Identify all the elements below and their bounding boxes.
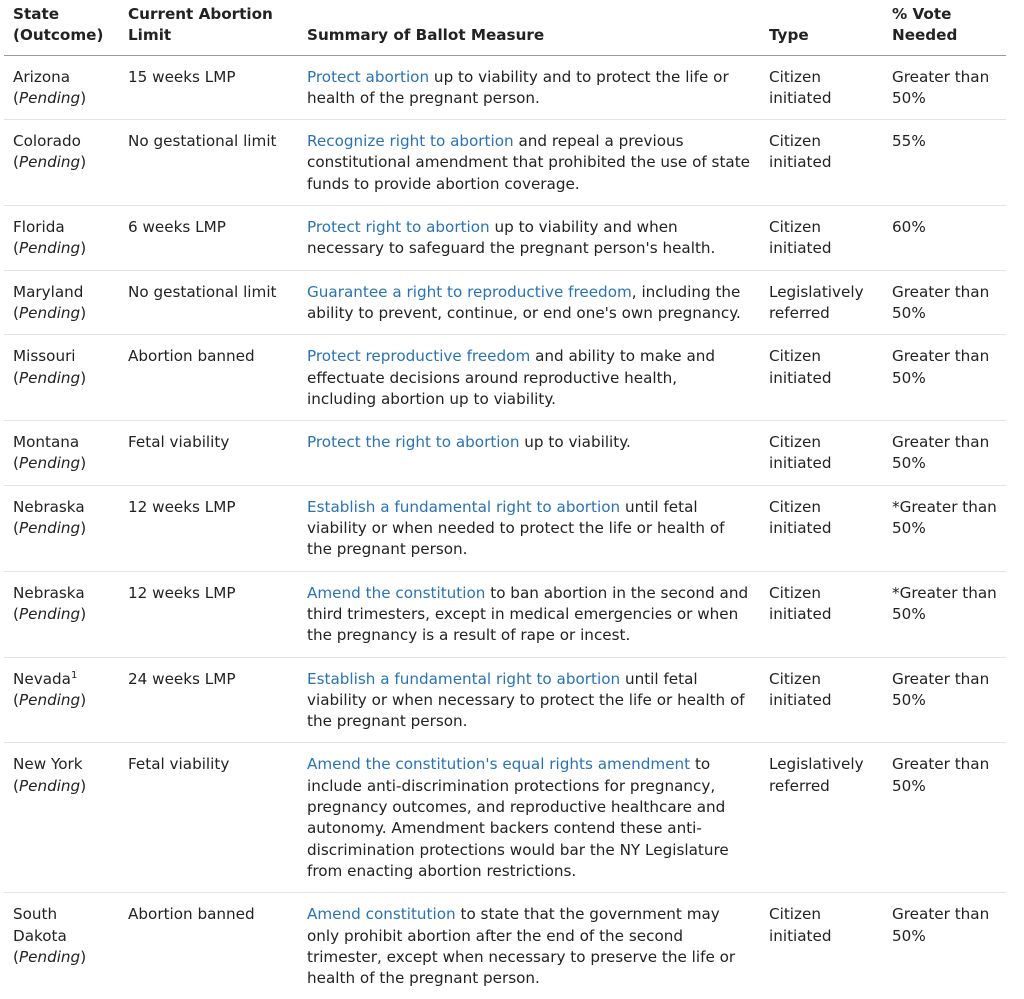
state-cell: Arizona (Pending) (4, 55, 119, 120)
outcome-status: Pending (18, 776, 81, 795)
vote-needed-cell: *Greater than 50% (883, 485, 1006, 571)
type-cell: Citizen initiated (760, 55, 883, 120)
type-cell: Legislatively referred (760, 743, 883, 893)
vote-needed-cell: *Greater than 50% (883, 571, 1006, 657)
measure-link[interactable]: Recognize right to abortion (307, 132, 514, 151)
summary-cell (298, 571, 760, 657)
state-cell: Montana (Pending) (4, 421, 119, 486)
type-cell: Citizen initiated (760, 421, 883, 486)
table-row (4, 421, 1006, 486)
measure-link[interactable]: Amend the constitution (307, 583, 486, 602)
table-row (4, 206, 1006, 271)
summary-text: and ability to make and effectuate decisions around reproductive health, including abortion up to viability. (307, 347, 716, 408)
outcome-status: Pending (18, 88, 81, 107)
vote-needed-cell: 60% (883, 206, 1006, 271)
summary-text: and repeal a previous constitutional amendment that prohibited the use of state funds to provide abortion coverage. (307, 132, 751, 193)
state-name: South Dakota (13, 905, 67, 945)
outcome-status: Pending (18, 153, 81, 172)
summary-text: up to viability and when necessary to safeguard the pregnant person's health. (307, 218, 716, 258)
current-limit-cell: 15 weeks LMP (119, 55, 298, 120)
state-name: Maryland (13, 282, 84, 301)
measure-link[interactable]: Establish a fundamental right to abortion (307, 669, 621, 688)
table-row (4, 743, 1006, 893)
measure-link[interactable]: Amend constitution (307, 905, 456, 924)
outcome-status: Pending (18, 519, 81, 538)
current-limit-cell: No gestational limit (119, 270, 298, 335)
vote-needed-cell: Greater than 50% (883, 657, 1006, 743)
type-cell: Citizen initiated (760, 485, 883, 571)
table-header-row (4, 0, 1006, 55)
current-limit-cell: 24 weeks LMP (119, 657, 298, 743)
state-name: Nevada (13, 669, 71, 688)
outcome-status: Pending (18, 239, 81, 258)
summary-cell (298, 421, 760, 486)
summary-text: , including the ability to prevent, continue, or end one's own pregnancy. (307, 282, 741, 322)
outcome-status: Pending (18, 690, 81, 709)
table-row (4, 571, 1006, 657)
current-limit-cell: 12 weeks LMP (119, 571, 298, 657)
header-current-limit: Current Abortion Limit (119, 0, 298, 55)
summary-cell (298, 206, 760, 271)
outcome-status: Pending (18, 368, 81, 387)
table-row (4, 335, 1006, 421)
summary-cell (298, 893, 760, 999)
measure-link[interactable]: Amend the constitution's equal rights amendment (307, 755, 691, 774)
outcome-status: Pending (18, 454, 81, 473)
summary-text: to state that the government may only prohibit abortion after the end of the second trimester, except when necessary to preserve the life or health of the pregnant person. (307, 905, 736, 988)
current-limit-cell: Fetal viability (119, 743, 298, 893)
table-row (4, 270, 1006, 335)
current-limit-cell: Fetal viability (119, 421, 298, 486)
measure-link[interactable]: Protect the right to abortion (307, 433, 520, 452)
summary-cell (298, 743, 760, 893)
state-name: Missouri (13, 347, 76, 366)
table-row (4, 120, 1006, 206)
state-cell: Colorado (Pending) (4, 120, 119, 206)
summary-text: until fetal viability or when needed to protect the life or health of the pregnant person. (307, 497, 725, 559)
summary-text: up to viability and to protect the life or health of the pregnant person. (307, 67, 729, 107)
state-name: Arizona (13, 67, 71, 86)
summary-text: until fetal viability or when necessary to protect the life or health of the pregnant person. (307, 669, 745, 731)
type-cell: Citizen initiated (760, 571, 883, 657)
state-name: Nebraska (13, 497, 85, 516)
current-limit-cell: 12 weeks LMP (119, 485, 298, 571)
measure-link[interactable]: Protect abortion (307, 67, 430, 86)
vote-needed-cell: Greater than 50% (883, 270, 1006, 335)
summary-cell (298, 485, 760, 571)
current-limit-cell: 6 weeks LMP (119, 206, 298, 271)
state-name: Colorado (13, 132, 81, 151)
header-state: State (Outcome) (4, 0, 119, 55)
current-limit-cell: Abortion banned (119, 335, 298, 421)
state-name: New York (13, 755, 83, 774)
outcome-status: Pending (18, 303, 81, 322)
summary-cell (298, 335, 760, 421)
vote-needed-cell: Greater than 50% (883, 743, 1006, 893)
current-limit-cell: Abortion banned (128, 905, 255, 924)
outcome-status: Pending (18, 947, 81, 966)
state-name: Montana (13, 433, 80, 452)
type-cell: Citizen initiated (760, 657, 883, 743)
state-name: Florida (13, 218, 65, 237)
table-body (4, 55, 1006, 999)
type-cell: Citizen initiated (760, 120, 883, 206)
measure-link[interactable]: Guarantee a right to reproductive freedom (307, 282, 632, 301)
state-cell: Maryland (Pending) (4, 270, 119, 335)
header-type: Type (760, 0, 883, 55)
measure-link[interactable]: Protect reproductive freedom (307, 347, 531, 366)
state-cell: Nevada$^1$ (Pending) (4, 657, 119, 743)
state-cell: Missouri (Pending) (4, 335, 119, 421)
type-cell: Citizen initiated (760, 206, 883, 271)
current-limit-cell: No gestational limit (119, 120, 298, 206)
summary-cell (298, 120, 760, 206)
table-row (4, 893, 1006, 999)
type-cell: Citizen initiated (760, 335, 883, 421)
table-row (4, 55, 1006, 120)
type-cell: Citizen initiated (769, 905, 832, 945)
vote-needed-cell: Greater than 50% (883, 421, 1006, 486)
summary-cell (298, 657, 760, 743)
summary-text: to ban abortion in the second and third trimesters, except in medical emergencies or when the pregnancy is a result of rape or incest. (307, 583, 749, 645)
state-cell: Nebraska (Pending) (4, 485, 119, 571)
vote-needed-cell: Greater than 50% (883, 335, 1006, 421)
footnote-marker: 1 (70, 669, 78, 681)
state-cell: South Dakota (Pending) (13, 905, 87, 966)
table-row (4, 485, 1006, 571)
summary-cell (298, 270, 760, 335)
state-name: Nebraska (13, 583, 85, 602)
header-summary: Summary of Ballot Measure (298, 0, 760, 55)
summary-text: up to viability. (519, 433, 631, 452)
summary-text: to include anti-discrimination protections for pregnancy, pregnancy outcomes, and reproductive healthcare and autonomy. Amendment backers contend these anti-discrimination protections would bar the NY Legislature from enacting abortion restrictions. (307, 755, 729, 880)
header-vote-needed: % Vote Needed (883, 0, 1006, 55)
state-cell: Nebraska (Pending) (4, 571, 119, 657)
type-cell: Legislatively referred (760, 270, 883, 335)
ballot-measures-table (4, 0, 1006, 999)
state-cell: New York (Pending) (4, 743, 119, 893)
state-cell: Florida (Pending) (4, 206, 119, 271)
summary-cell (298, 55, 760, 120)
outcome-status: Pending (18, 604, 81, 623)
measure-link[interactable]: Protect right to abortion (307, 218, 490, 237)
vote-needed-cell: 55% (883, 120, 1006, 206)
vote-needed-cell: Greater than 50% (883, 55, 1006, 120)
vote-needed-cell: Greater than 50% (892, 905, 990, 945)
table-row (4, 657, 1006, 743)
measure-link[interactable]: Establish a fundamental right to abortion (307, 497, 621, 516)
